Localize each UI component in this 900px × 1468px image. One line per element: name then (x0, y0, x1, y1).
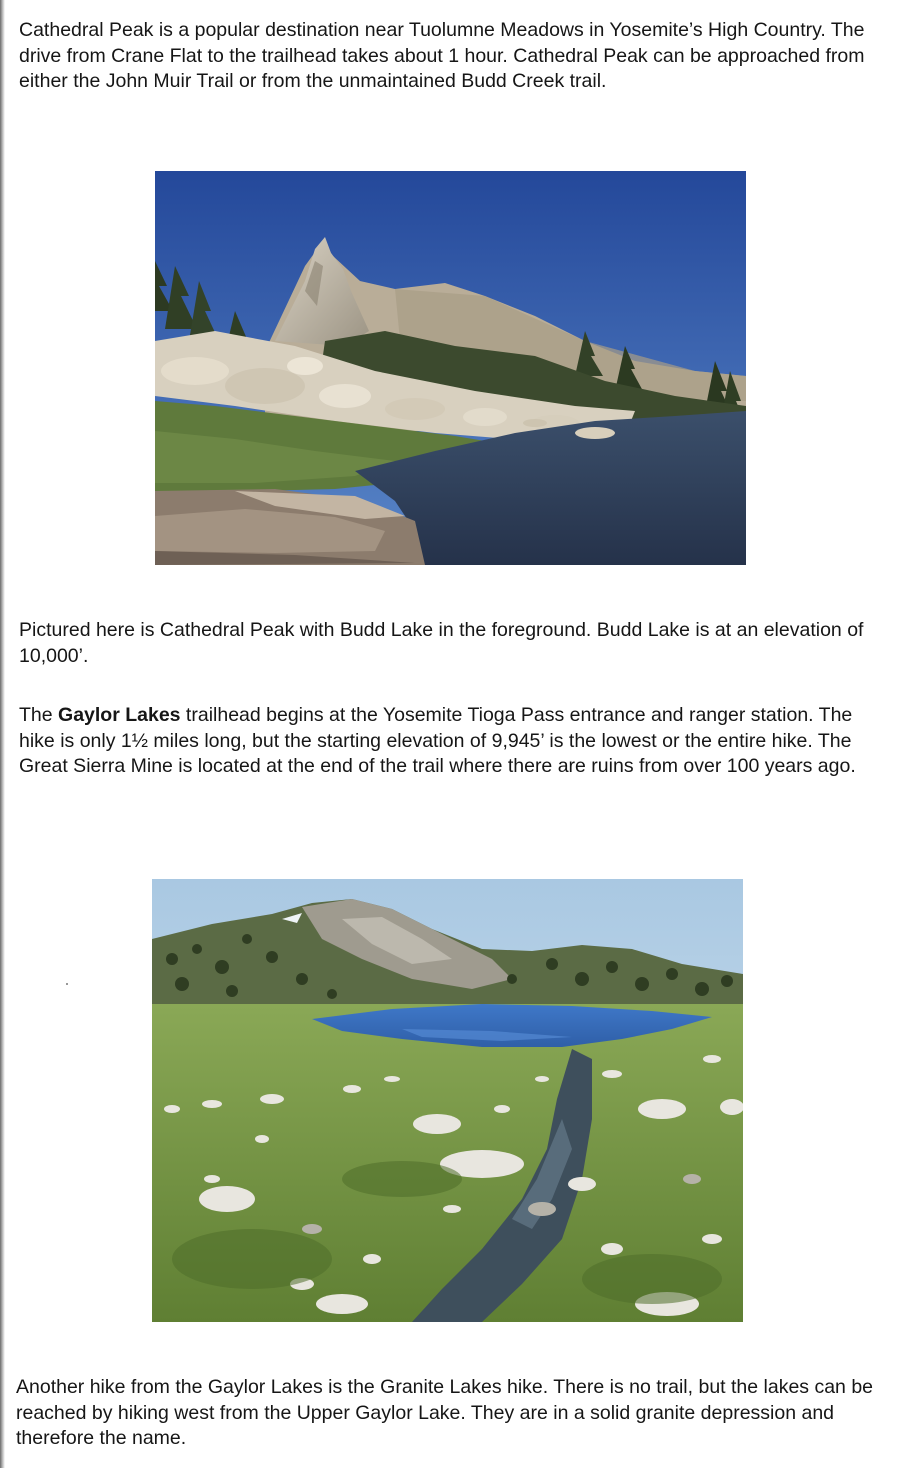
gaylor-lake-photo (152, 879, 743, 1322)
intro-paragraph: Cathedral Peak is a popular destination near Tuolumne Meadows in Yosemite’s High Country. The drive from Crane Flat to the trailhead takes about 1 hour. Cathedral Peak can be approached from either the John Muir Trail or from the unmaintained Budd Creek trail. (19, 19, 865, 92)
gaylor-lake-illustration (152, 879, 743, 1322)
gaylor-rest: trailhead begins at the Yosemite Tioga Pass entrance and ranger station. The hike is only 1½ miles long, but the starting elevation of 9,945’ is the lowest or the entire hike. The Great Sierra Mine is located at the end of the trail where there are ruins from over 100 years ago. (19, 704, 856, 777)
granite-lakes-paragraph: Another hike from the Gaylor Lakes is the Granite Lakes hike. There is no trail, but the lakes can be reached by hiking west from the Upper Gaylor Lake. They are in a solid granite depression and therefore the name. (16, 1376, 874, 1449)
gaylor-lakes-bold: Gaylor Lakes (58, 704, 181, 726)
cathedral-caption: Pictured here is Cathedral Peak with Budd Lake in the foreground. Budd Lake is at an elevation of 10,000’. (19, 619, 864, 667)
scan-speck (66, 983, 68, 985)
cathedral-peak-photo (155, 171, 746, 565)
gaylor-prefix: The (19, 704, 59, 726)
cathedral-peak-illustration (155, 171, 746, 565)
scan-page-edge (0, 0, 5, 1468)
gaylor-paragraph (19, 703, 889, 780)
